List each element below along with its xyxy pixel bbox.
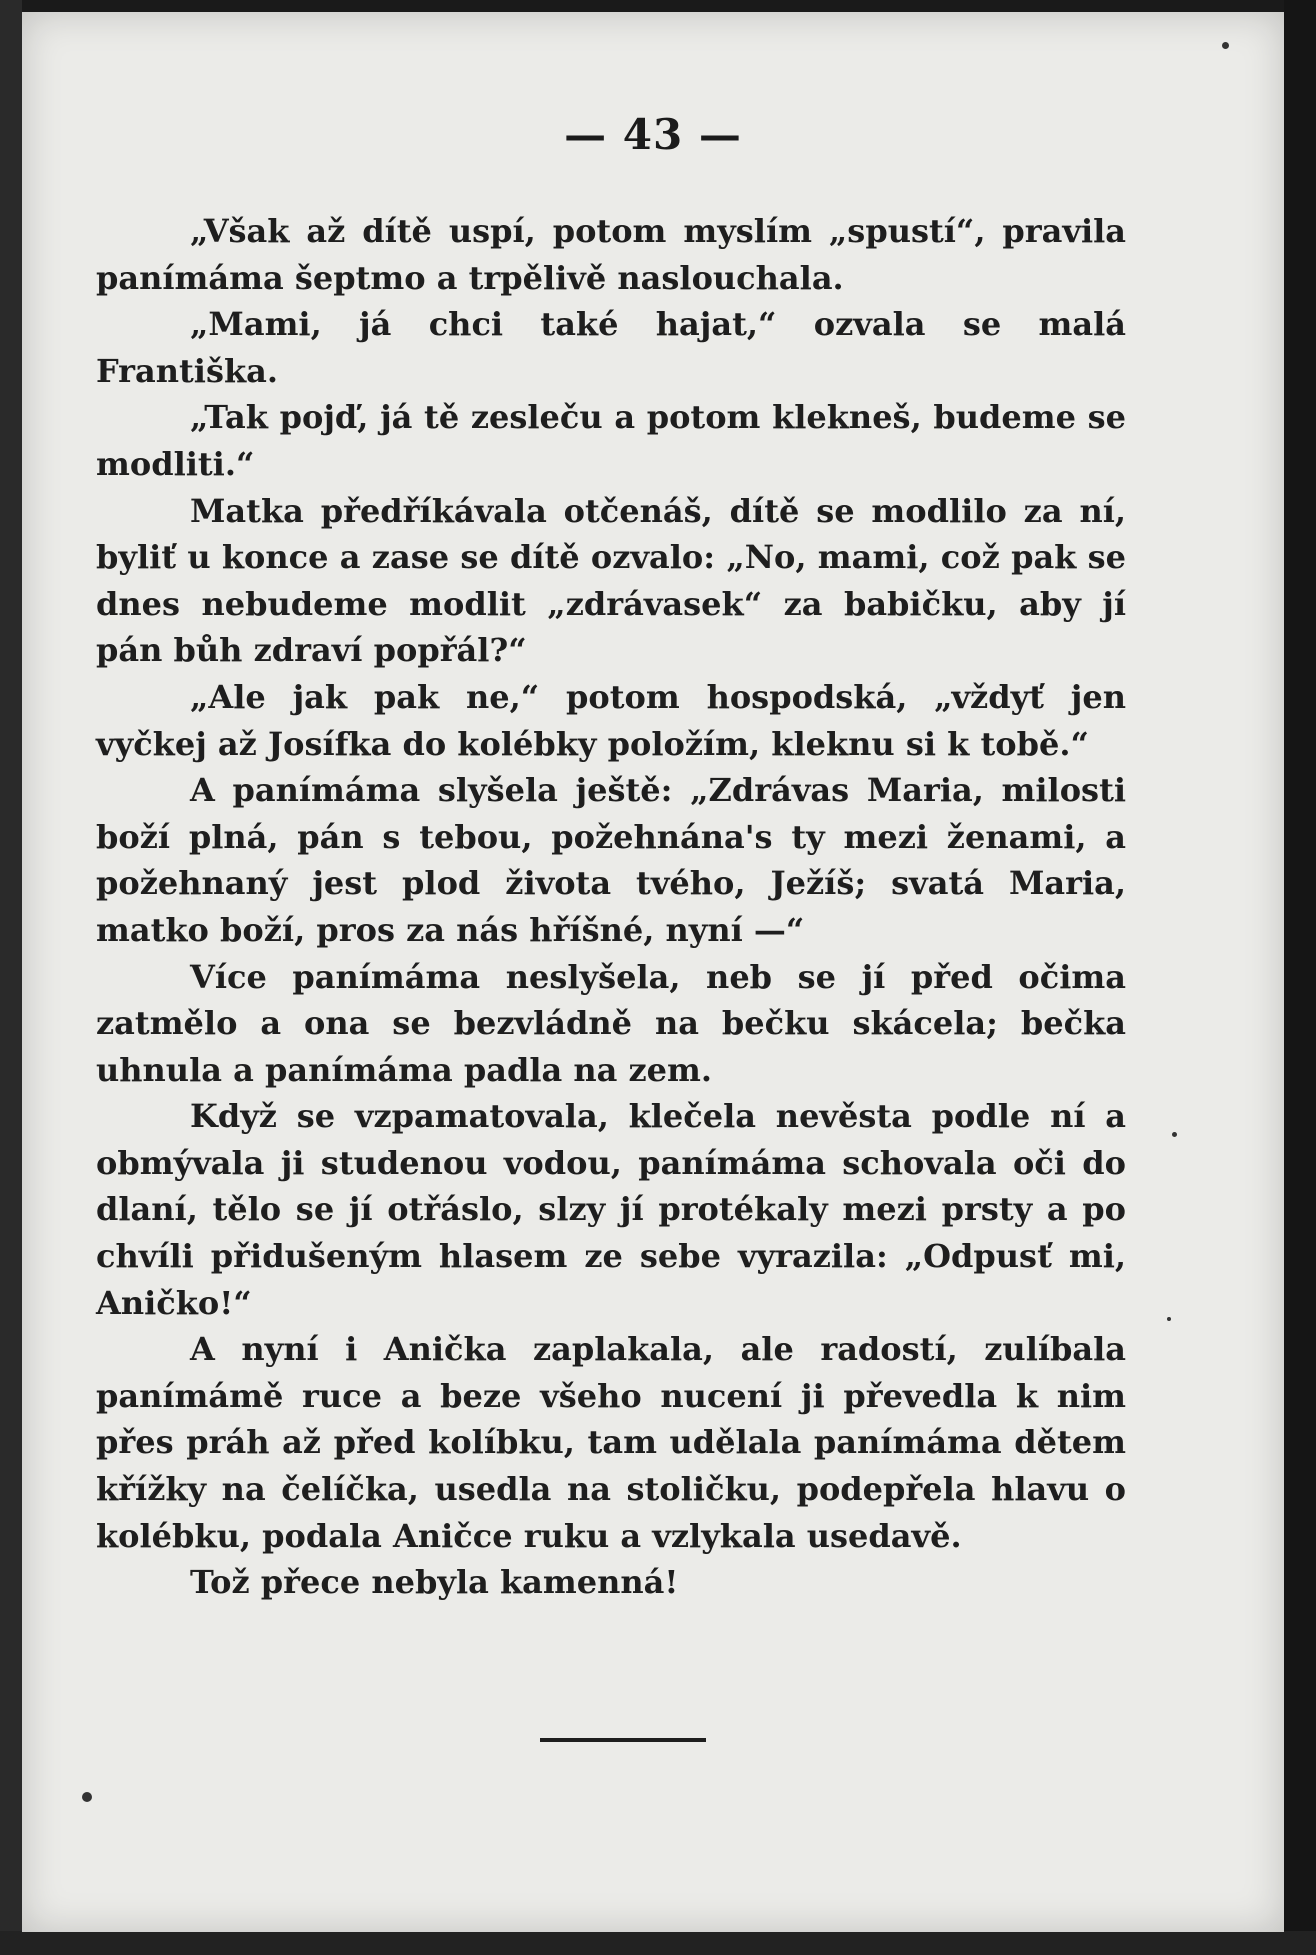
paragraph: A nyní i Anička zaplakala, ale radostí, zulíbala panímámě ruce a beze všeho nucení ji převedla k nim přes práh až před kolíbku, tam udělala panímáma dětem křížky na čelíčka, usedla na stoličku, podepřela hlavu o kolébku, podala Aničce ruku a vzlykala usedavě. — [96, 1330, 1126, 1555]
paragraph: „Tak pojď, já tě zesleču a potom klekneš, budeme se modliti.“ — [96, 398, 1126, 483]
end-rule — [540, 1738, 706, 1742]
scan-speck — [1222, 42, 1229, 49]
paragraph: Tož přece nebyla kamenná! — [190, 1563, 679, 1602]
paragraph: „Však až dítě uspí, potom myslím „spustí“, pravila panímáma šeptmo a trpělivě naslouchala. — [96, 212, 1126, 297]
paragraph: A panímáma slyšela ještě: „Zdrávas Maria, milosti boží plná, pán s tebou, požehnána's ty mezi ženami, a požehnaný jest plod života tvého, Ježíš; svatá Maria, matko boží, pros za nás hříšné, nyní —“ — [96, 771, 1126, 949]
paragraph: Více panímáma neslyšela, neb se jí před očima zatmělo a ona se bezvládně na bečku skácela; bečka uhnula a panímáma padla na zem. — [96, 957, 1126, 1089]
scan-speck — [82, 1792, 92, 1802]
paragraph: „Ale jak pak ne,“ potom hospodská, „vždyť jen vyčkej až Josífka do kolébky položím, kleknu si k tobě.“ — [96, 677, 1126, 763]
paragraph: Matka předříkávala otčenáš, dítě se modlilo za ní, byliť u konce a zase se dítě ozvalo: „No, mami, což pak se dnes nebudeme modlit „zdrávasek“ za babičku, aby jí pán bůh zdraví popřál?“ — [96, 491, 1126, 670]
scan-border-left — [0, 0, 22, 1955]
paragraph: Když se vzpamatovala, klečela nevěsta podle ní a obmývala ji studenou vodou, panímáma schovala oči do dlaní, tělo se jí otřáslo, slzy jí protékaly mezi prsty a po chvíli přidušeným hlasem ze sebe vyrazila: „Odpusť mi, Aničko!“ — [96, 1097, 1126, 1322]
body-text — [96, 208, 1126, 1606]
page-number: — 43 — — [564, 110, 742, 159]
paragraph: „Mami, já chci také hajat,“ ozvala se malá Františka. — [96, 305, 1126, 390]
scan-speck — [1172, 1132, 1177, 1137]
scan-border-bottom — [0, 1931, 1316, 1955]
book-page — [22, 12, 1284, 1932]
scan-speck — [1167, 1317, 1171, 1321]
scan-border-right — [1284, 0, 1316, 1955]
